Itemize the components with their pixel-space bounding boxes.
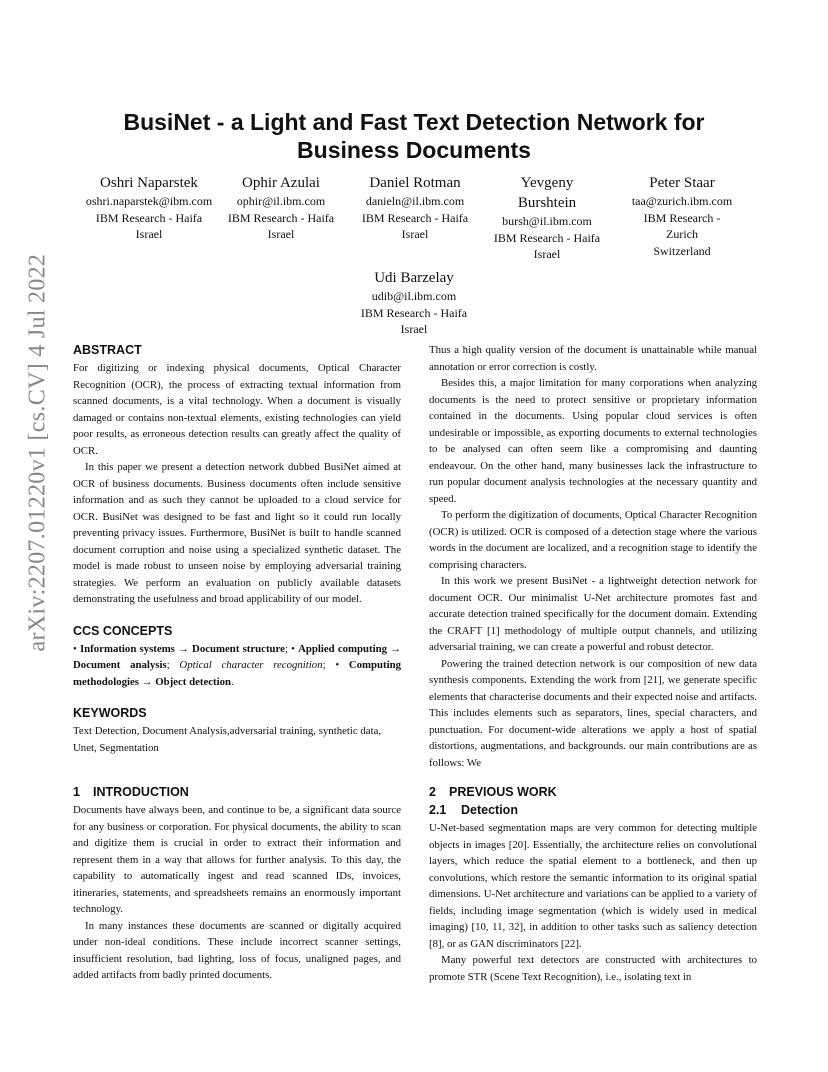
ccs-bullet: • bbox=[291, 642, 295, 655]
keywords-heading: KEYWORDS bbox=[73, 706, 147, 720]
ccs-term: Document structure bbox=[192, 642, 285, 655]
author-affiliation: IBM Research - Zurich bbox=[643, 210, 721, 241]
author-block bbox=[340, 268, 488, 338]
ccs-term: Optical character recognition bbox=[179, 659, 323, 671]
right-column bbox=[429, 342, 757, 985]
ccs-arrow: → bbox=[390, 642, 402, 655]
author-email: bursh@il.ibm.com bbox=[502, 214, 592, 228]
ccs-concepts bbox=[73, 641, 401, 691]
author-affiliation: IBM Research - Haifa bbox=[493, 230, 601, 245]
ccs-arrow: → bbox=[141, 675, 153, 688]
section-number: 1 bbox=[73, 785, 80, 799]
detection-heading bbox=[429, 802, 757, 818]
author-name: Udi Barzelay bbox=[374, 270, 454, 286]
author-name: Yevgeny Burshtein bbox=[517, 175, 577, 211]
intro-heading bbox=[73, 784, 401, 800]
author-name: Oshri Naparstek bbox=[100, 175, 198, 191]
author-email: danieln@il.ibm.com bbox=[365, 194, 465, 208]
author-country: Israel bbox=[401, 227, 429, 241]
section-title: INTRODUCTION bbox=[93, 785, 189, 799]
ccs-separator: ; bbox=[322, 659, 326, 671]
body-paragraph: Thus a high quality version of the document is unattainable while manual annotation or error correction is costly. bbox=[429, 344, 757, 373]
paper-title: BusiNet - a Light and Fast Text Detection Network for Business Documents bbox=[123, 109, 705, 163]
body-paragraph: U-Net-based segmentation maps are very common for detecting multiple objects in images [20]. Essentially, the architecture relies on convolutional layers, which reduce the spatial element to a bottleneck, and then up convolutions, which restore the semantic information to its original spatial dimensions. U-Net architecture and variations can be applied to a variety of fields, including image segmentation (which is widely used in medical imaging) [10, 11, 32], in addition to other tasks such as saliency detection [8], or as GAN discriminators [22]. bbox=[429, 822, 757, 950]
body-paragraph: In this work we present BusiNet - a lightweight detection network for document OCR. Our minimalist U-Net architecture promotes fast and accurate detection trained specifically for the document domain. Extending the CRAFT [1] methodology of multiple output channels, and utilizing adversarial training, we can create a powerful and robust detector. bbox=[429, 575, 757, 653]
body-paragraph: To perform the digitization of documents, Optical Character Recognition (OCR) is utilized. OCR is composed of a detection stage where the various words in the document are localized, and a recognition stage to identify the comprising characters. bbox=[429, 509, 757, 571]
author-name: Peter Staar bbox=[649, 175, 715, 191]
abstract-paragraph: For digitizing or indexing physical documents, Optical Character Recognition (OCR), the process of extracting textual information from scanned documents, is a vital technology. When a document is visually damaged or contains non-textual elements, existing technologies can yield poor results, as erroneous detection results can greatly affect the quality of OCR. bbox=[73, 362, 401, 457]
author-email: oshri.naparstek@ibm.com bbox=[85, 194, 213, 208]
abstract-heading: ABSTRACT bbox=[73, 343, 142, 357]
ccs-separator: ; bbox=[166, 659, 170, 671]
author-email: taa@zurich.ibm.com bbox=[631, 194, 733, 208]
author-block bbox=[344, 173, 486, 243]
ccs-bullet: • bbox=[335, 659, 340, 671]
subsection-number: 2.1 bbox=[429, 803, 447, 817]
section-number: 2 bbox=[429, 785, 436, 799]
body-paragraph: Powering the trained detection network is our composition of new data synthesis components. Extending the work from [21], we generate specific elements that characterise documents and their expected noise and artifacts. This includes elements such as separators, lines, special characters, and punctuation. For document-wide alterations we apply a host of spatial distortions, augmentations, and backgrounds. our main contributions are as follows: We bbox=[429, 657, 757, 769]
ccs-separator: ; bbox=[284, 642, 288, 655]
author-block bbox=[210, 173, 352, 243]
author-country: Israel bbox=[135, 227, 163, 241]
author-email: ophir@il.ibm.com bbox=[236, 194, 326, 208]
keywords-text: Text Detection, Document Analysis,adversarial training, synthetic data, Unet, Segmentation bbox=[73, 725, 382, 754]
author-country: Israel bbox=[267, 227, 295, 241]
author-affiliation: IBM Research - Haifa bbox=[361, 210, 469, 225]
author-affiliation: IBM Research - Haifa bbox=[360, 305, 468, 320]
author-block bbox=[478, 173, 616, 263]
author-country: Israel bbox=[400, 322, 428, 336]
ccs-heading: CCS CONCEPTS bbox=[73, 623, 173, 638]
arxiv-stamp: arXiv:2207.01220v1 [cs.CV] 4 Jul 2022 bbox=[24, 253, 51, 652]
ccs-term: Computing methodologies bbox=[73, 659, 402, 688]
author-name: Ophir Azulai bbox=[242, 175, 320, 191]
abstract-paragraph: In this paper we present a detection network dubbed BusiNet aimed at OCR of business documents. Business documents often include sensitive information and as such they cannot be uploaded to a cloud service for OCR. BusiNet was designed to be fast and light so it could run locally preventing privacy issues. Furthermore, BusiNet is built to handle scanned document corruption and noise using a specialized synthetic dataset. The model is made robust to unseen noise by employing adversarial training strategies. We perform an evaluation on publicly available datasets demonstrating the usefulness and broad applicability of our model. bbox=[73, 461, 401, 605]
author-name: Daniel Rotman bbox=[369, 175, 461, 191]
ccs-term: Document analysis bbox=[73, 659, 167, 671]
previous-work-heading bbox=[429, 784, 757, 800]
subsection-title: Detection bbox=[461, 803, 518, 817]
intro-paragraph: Documents have always been, and continue to be, a significant data source for any business or corporation. For physical documents, the ability to scan and digitize them is crucial in order to extract their information and represent them in a way that allows for further analysis. To this day, the capability to automatically ingest and read scanned IDs, invoices, itineraries, statements, and spreadsheets remains an enormously important technology. bbox=[73, 804, 401, 915]
ccs-term: Information systems bbox=[79, 642, 175, 655]
author-affiliation: IBM Research - Haifa bbox=[227, 210, 335, 225]
intro-paragraph: In many instances these documents are scanned or digitally acquired under non-ideal conditions. These include incorrect scanner settings, insufficient resolution, bad lighting, loss of focus, unaligned pages, and added artifacts from badly printed documents. bbox=[73, 919, 401, 981]
ccs-term: Applied computing bbox=[298, 642, 388, 655]
author-email: udib@il.ibm.com bbox=[371, 289, 457, 303]
ccs-end: . bbox=[231, 675, 234, 688]
section-title: PREVIOUS WORK bbox=[449, 785, 557, 799]
author-block bbox=[612, 173, 752, 259]
ccs-arrow: → bbox=[178, 642, 189, 655]
author-country: Switzerland bbox=[653, 243, 711, 258]
ccs-term: Object detection bbox=[155, 675, 232, 688]
author-affiliation: IBM Research - Haifa bbox=[95, 210, 203, 225]
ccs-bullet: • bbox=[73, 642, 77, 655]
author-block bbox=[76, 173, 222, 243]
left-column bbox=[73, 342, 401, 984]
author-country: Israel bbox=[533, 247, 561, 261]
body-paragraph: Besides this, a major limitation for many corporations when analyzing documents is the need to protect sensitive or proprietary information contained in the documents. Using popular cloud services is often undesirable or impossible, as exporting documents to external technologies to be analysed can often seem like a compromising and daunting endeavour. On the other hand, many businesses lack the infrastructure to run popular document analysis technologies at the necessary quantity and speed. bbox=[429, 377, 757, 505]
body-paragraph: Many powerful text detectors are constructed with architectures to promote STR (Scene Text Recognition), i.e., isolating text in bbox=[429, 954, 757, 983]
